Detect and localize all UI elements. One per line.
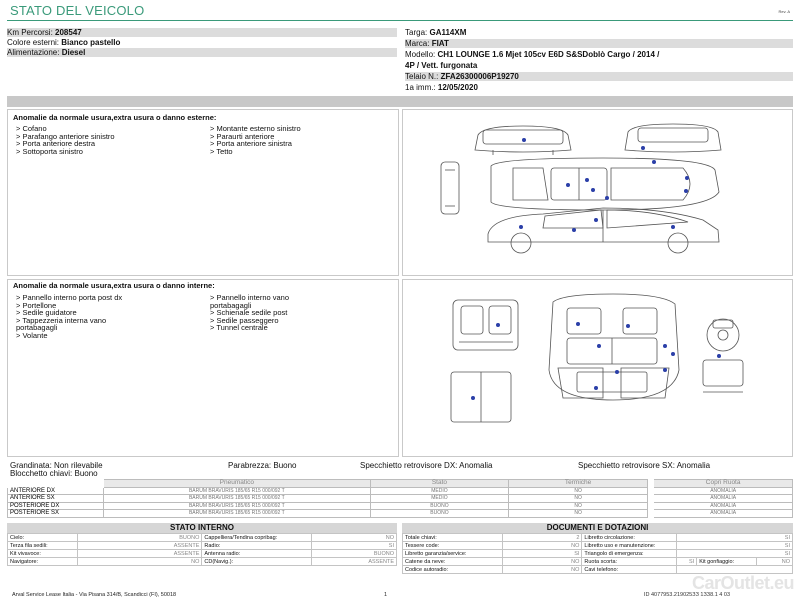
table-row [403, 550, 793, 558]
km-value: 208547 [55, 28, 82, 37]
tyres-header-cover: Copri Ruota [654, 480, 793, 488]
document-value: SI [677, 558, 697, 566]
tyre-position: ANTERIORE DX [8, 487, 104, 495]
tyre-cover: ANOMALIA [654, 495, 793, 503]
color-row [7, 38, 397, 47]
chassis-label: Telaio N.: [405, 72, 439, 81]
hail-value: Non rilevabile [54, 461, 103, 470]
tyres-header-row [8, 480, 793, 488]
document-key: Kit gonfiaggio: [697, 558, 757, 566]
internal-key: Antenna radio: [202, 550, 312, 558]
documents-table [402, 533, 793, 574]
tyre-position: POSTERIORE SX [8, 510, 104, 518]
internal-value: ASSENTE [77, 542, 202, 550]
table-row [403, 534, 793, 542]
tyres-header-state: Stato [370, 480, 509, 488]
tyre-model: BARUM BRAVURIS 185/65 R15 000/092 T [103, 487, 370, 495]
registration-value: 12/05/2020 [437, 83, 478, 92]
internal-item: > Volante [16, 330, 48, 340]
plate-label: Targa: [405, 28, 428, 37]
keys-value: Buono [74, 469, 98, 478]
km-label: Km Percorsi: [7, 28, 53, 37]
registration-row [405, 83, 793, 92]
tyre-cover: ANOMALIA [654, 487, 793, 495]
internal-key: Navigatore: [8, 558, 78, 566]
document-value: SI [502, 550, 582, 558]
document-value: NO [502, 542, 582, 550]
windshield-label: Parabrezza: [228, 461, 272, 470]
mirror-dx-row [360, 461, 493, 470]
car-exterior-diagram [403, 110, 794, 277]
tyre-thermal: NO [509, 510, 648, 518]
document-key: Totale chiavi: [403, 534, 503, 542]
internal-value: ASSENTE [77, 550, 202, 558]
registration-label: 1a imm.: [405, 83, 436, 92]
table-row [8, 502, 793, 510]
external-item: > Porta anteriore destra [16, 139, 96, 149]
mirror-sx-label: Specchietto retrovisore SX: [578, 461, 675, 470]
tyre-state: MEDIO [370, 487, 509, 495]
mirror-sx-row [578, 461, 710, 470]
document-key: Libretto garanzia/service: [403, 550, 503, 558]
fuel-value: Diesel [61, 48, 86, 57]
fuel-row [7, 48, 397, 57]
external-item: > Parafango anteriore sinistro [16, 131, 115, 141]
section-divider [7, 96, 793, 107]
mirror-dx-label: Specchietto retrovisore DX: [360, 461, 458, 470]
model-row-2 [405, 61, 793, 70]
internal-damage-col2 [210, 294, 289, 332]
brand-row [405, 39, 793, 48]
model-value-line2: 4P / Vett. furgonata [405, 61, 478, 70]
internal-damage-heading: Anomalie da normale usura,extra usura o danno interne: [13, 281, 215, 290]
internal-item: > Portellone [16, 300, 57, 310]
windshield-row [228, 461, 297, 470]
internal-diagram-panel [402, 279, 793, 457]
title-divider [7, 20, 793, 21]
external-diagram-panel [402, 109, 793, 276]
table-row [8, 487, 793, 495]
external-damage-col2 [210, 125, 301, 155]
external-item: > Porta anteriore sinistra [210, 139, 292, 149]
document-value: NO [757, 558, 793, 566]
brand-label: Marca: [405, 39, 430, 48]
internal-item: > Pannello interno porta post dx [16, 293, 123, 302]
tyre-state: MEDIO [370, 495, 509, 503]
footer-page-number: 1 [384, 592, 388, 598]
revision-label: Rev. A [778, 9, 790, 14]
tyre-position: POSTERIORE DX [8, 502, 104, 510]
internal-item: > Schienale sedile post [210, 308, 288, 318]
document-key: Libretto circolazione: [582, 534, 677, 542]
document-key: Catene da neve: [403, 558, 503, 566]
document-key: Cavi telefono: [582, 566, 677, 574]
internal-item: > Pannello interno vano [210, 293, 290, 302]
external-damage-col1 [16, 125, 115, 155]
tyres-header-blank [8, 480, 104, 488]
external-damage-heading: Anomalie da normale usura,extra usura o danno esterne: [13, 113, 217, 122]
tyre-cover: ANOMALIA [654, 502, 793, 510]
tyre-model: BARUM BRAVURIS 185/65 R15 000/092 T [103, 510, 370, 518]
internal-item: portabagagli [210, 300, 252, 310]
keys-label: Blocchetto chiavi: [10, 469, 73, 478]
internal-value: BUONO [312, 550, 397, 558]
internal-item: > Sedile passeggero [210, 315, 279, 325]
km-row [7, 28, 397, 37]
plate-row [405, 28, 793, 37]
document-value: NO [502, 558, 582, 566]
document-key: Codice autoradio: [403, 566, 503, 574]
mirror-sx-value: Anomalia [676, 461, 711, 470]
document-key: Triangolo di emergenza: [582, 550, 677, 558]
document-key: Ruota scorta: [582, 558, 677, 566]
document-key: Libretto uso e manutenzione: [582, 542, 677, 550]
color-value: Bianco pastello [61, 38, 121, 47]
external-item: > Cofano [16, 124, 47, 133]
tyres-header-thermal: Termiche [509, 480, 648, 488]
tyre-model: BARUM BRAVURIS 185/65 R15 000/092 T [103, 502, 370, 510]
chassis-row [405, 72, 793, 81]
internal-state-table [7, 533, 397, 566]
tyres-table [7, 479, 793, 518]
tyre-thermal: NO [509, 502, 648, 510]
table-row [8, 510, 793, 518]
internal-damage-col1 [16, 294, 122, 340]
internal-value: ASSENTE [312, 558, 397, 566]
document-value: NO [502, 566, 582, 574]
footer-company: Arval Service Lease Italia - Via Pisana 314/B, Scandicci (FI), 50018 [12, 592, 177, 598]
documents-title: DOCUMENTI E DOTAZIONI [402, 523, 793, 533]
color-label: Colore esterni: [7, 38, 60, 47]
model-value-line1: CH1 LOUNGE 1.6 Mjet 105cv E6D S&SDoblò Cargo / 2014 / [437, 50, 660, 59]
table-row [403, 558, 793, 566]
internal-state-title: STATO INTERNO [7, 523, 397, 533]
internal-item: > Tunnel centrale [210, 323, 268, 333]
document-value: SI [677, 542, 793, 550]
plate-value: GA114XM [429, 28, 467, 37]
internal-value: NO [312, 534, 397, 542]
document-value: SI [677, 550, 793, 558]
mirror-dx-value: Anomalia [459, 461, 493, 470]
model-row [405, 50, 793, 59]
internal-key: Radio: [202, 542, 312, 550]
windshield-value: Buono [273, 461, 297, 470]
external-damage-panel [7, 109, 399, 276]
table-row [8, 534, 397, 542]
chassis-value: ZFA26300006P19270 [440, 72, 519, 81]
footer-document-code: ID 4077953.219025ЗЗ 1ЗЗ8.1 4 03 [643, 592, 730, 598]
internal-item: > Tappezzeria interna vano [16, 315, 107, 325]
tyres-header-tyre: Pneumatico [103, 480, 370, 488]
page-title: STATO DEL VEICOLO [10, 3, 145, 18]
external-item: > Sottoporta sinistro [16, 146, 83, 156]
table-row [8, 558, 397, 566]
car-interior-diagram [403, 280, 794, 458]
model-label: Modello: [405, 50, 436, 59]
document-key: Tessere code: [403, 542, 503, 550]
tyre-thermal: NO [509, 487, 648, 495]
internal-damage-panel [7, 279, 399, 457]
external-item: > Montante esterno sinistro [210, 124, 301, 133]
tyre-state: BUONO [370, 502, 509, 510]
internal-key: CD(Navig.): [202, 558, 312, 566]
internal-item: portabagagli [16, 323, 58, 333]
internal-key: Cappelliera/Tendina copribag: [202, 534, 312, 542]
internal-key: Terza fila sedili: [8, 542, 78, 550]
internal-item: > Sedile guidatore [16, 308, 77, 318]
table-row [8, 550, 397, 558]
fuel-label: Alimentazione: [7, 48, 60, 57]
keys-row [10, 469, 98, 478]
external-item: > Paraurti anteriore [210, 131, 275, 141]
document-value: SI [677, 534, 793, 542]
internal-key: Cielo: [8, 534, 78, 542]
internal-value: SI [312, 542, 397, 550]
internal-value: BUONO [77, 534, 202, 542]
watermark-logo: CarOutlet.eu [691, 573, 794, 593]
table-row [8, 495, 793, 503]
tyre-state: BUONO [370, 510, 509, 518]
tyre-position: ANTERIORE SX [8, 495, 104, 503]
table-row [403, 542, 793, 550]
tyre-cover: ANOMALIA [654, 510, 793, 518]
tyre-model: BARUM BRAVURIS 185/65 R15 000/092 T [103, 495, 370, 503]
internal-key: Kit vivavoce: [8, 550, 78, 558]
tyre-thermal: NO [509, 495, 648, 503]
document-value: 2 [502, 534, 582, 542]
hail-label: Grandinata: [10, 461, 52, 470]
table-row [8, 542, 397, 550]
brand-value: FIAT [431, 39, 449, 48]
external-item: > Tetto [210, 146, 233, 156]
internal-value: NO [77, 558, 202, 566]
